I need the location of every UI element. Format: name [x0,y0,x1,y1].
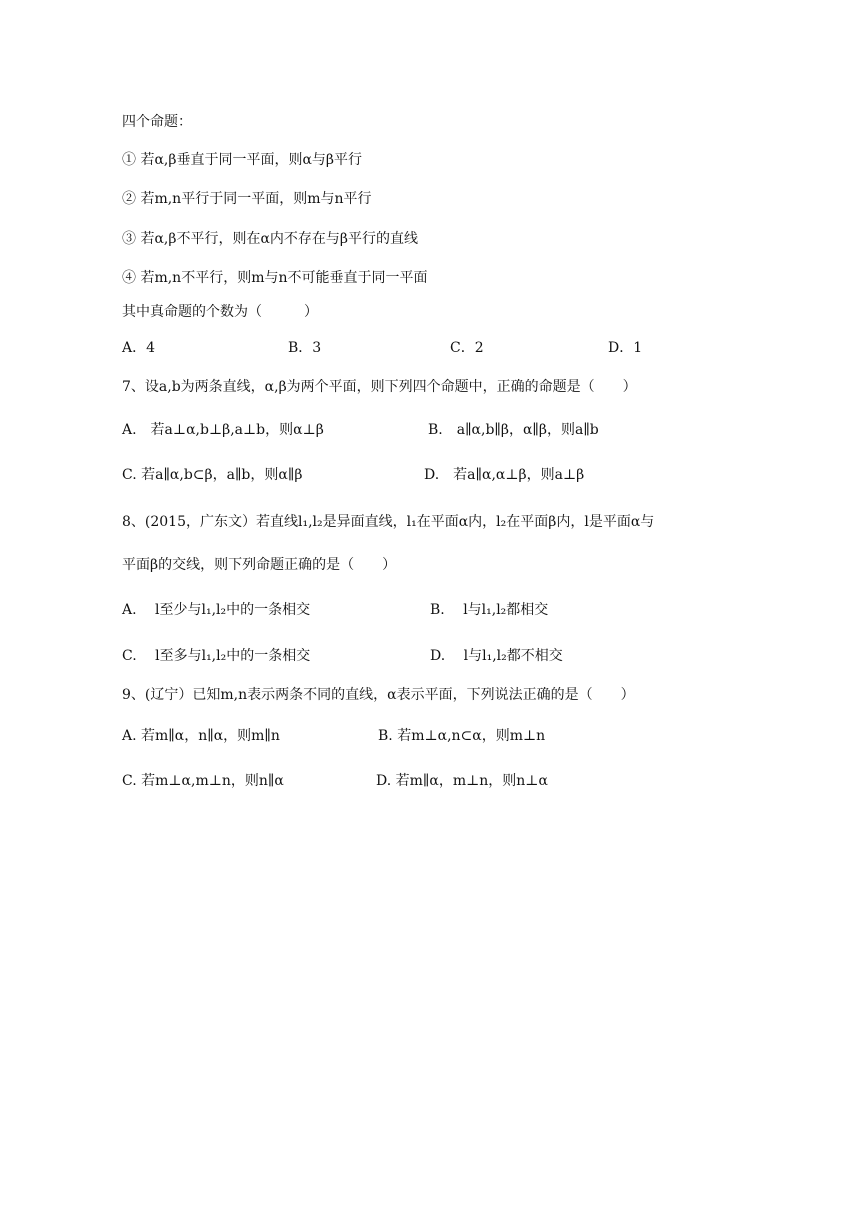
q8-options-row2 [122,646,742,666]
q7-options-row1 [122,420,742,440]
q9-options-row1 [122,726,742,746]
q7-option-b: B. a∥α,b∥β，α∥β，则a∥b [428,422,599,438]
q7-option-c: C. 若a∥α,b⊂β，a∥b，则α∥β [122,467,303,483]
q7-stem: 7、设a,b为两条直线，α,β为两个平面，则下列四个命题中，正确的命题是（ ） [122,379,637,395]
q7-options-row2 [122,465,742,485]
proposition-1: ① 若α,β垂直于同一平面，则α与β平行 [122,152,362,168]
proposition-4: ④ 若m,n不平行，则m与n不可能垂直于同一平面 [122,270,428,286]
q7-option-d: D. 若a∥α,α⊥β，则a⊥β [424,467,585,483]
q6-option-b: B．3 [288,340,322,356]
q9-options-row2 [122,771,742,791]
q8-option-d: D. l与l₁,l₂都不相交 [430,648,563,664]
q8-option-c: C. l至多与l₁,l₂中的一条相交 [122,648,311,664]
intro-line: 四个命题： [122,114,192,130]
q9-option-d: D. 若m∥α，m⊥n，则n⊥α [376,773,548,789]
proposition-2: ② 若m,n平行于同一平面，则m与n平行 [122,191,372,207]
proposition-3: ③ 若α,β不平行，则在α内不存在与β平行的直线 [122,231,418,247]
q8-stem-line2: 平面β的交线，则下列命题正确的是（ ） [122,557,397,573]
q8-option-b: B. l与l₁,l₂都相交 [430,602,549,618]
q9-stem: 9、(辽宁）已知m,n表示两条不同的直线，α表示平面，下列说法正确的是（ ） [122,687,635,703]
q6-options [122,338,742,358]
q7-option-a: A. 若a⊥α,b⊥β,a⊥b，则α⊥β [122,422,324,438]
q9-option-a: A. 若m∥α，n∥α，则m∥n [122,728,280,744]
q8-option-a: A. l至少与l₁,l₂中的一条相交 [122,602,311,618]
q8-stem-line1: 8、(2015，广东文）若直线l₁,l₂是异面直线，l₁在平面α内，l₂在平面β内，l是平面α与 [122,514,655,530]
q6-option-a: A．4 [122,340,156,356]
q8-options-row1 [122,600,742,620]
q9-option-c: C. 若m⊥α,m⊥n，则n∥α [122,773,284,789]
q9-option-b: B. 若m⊥α,n⊂α，则m⊥n [378,728,546,744]
q6-option-d: D．1 [608,340,643,356]
q6-option-c: C．2 [450,340,484,356]
q6-stem: 其中真命题的个数为（ ） [122,304,318,320]
